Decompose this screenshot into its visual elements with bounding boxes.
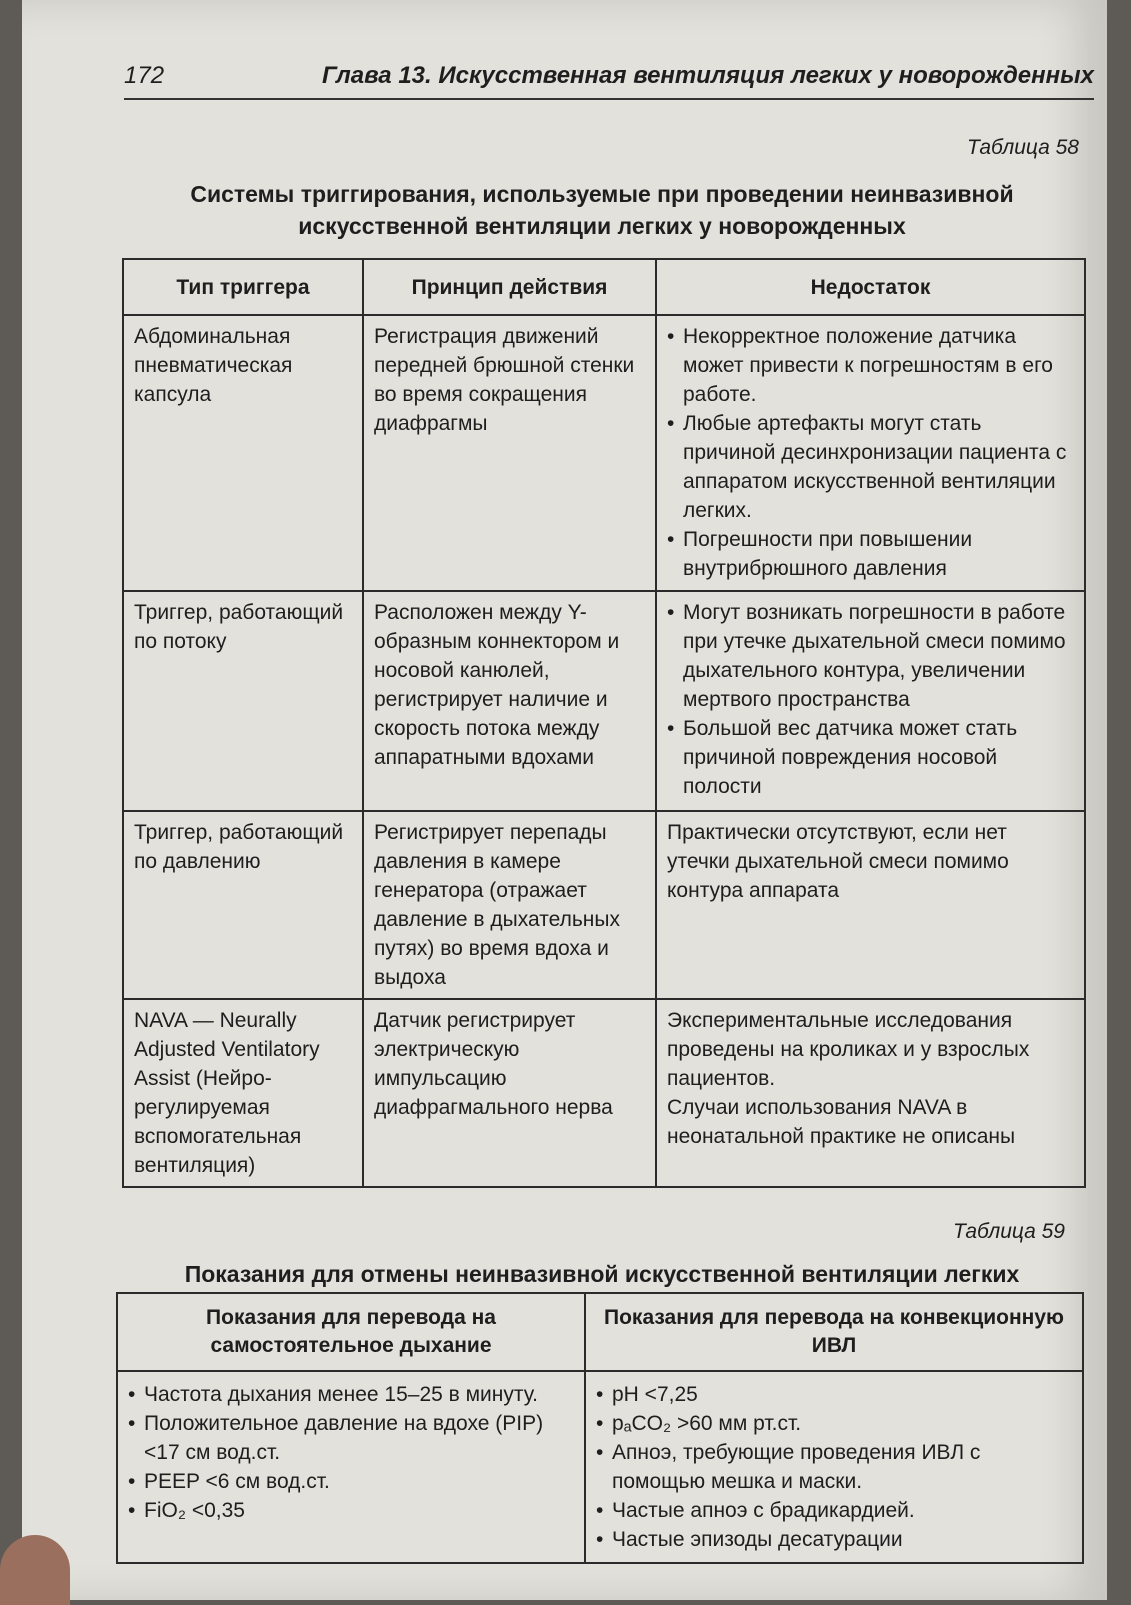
principle-cell: Расположен между Y-образным коннектором и носовой канюлей, регистрирует наличие и скорость потока между аппаратными вдохами bbox=[363, 591, 656, 811]
principle-cell: Регистрация движений передней брюшной стенки во время сокращения диафрагмы bbox=[363, 315, 656, 591]
list-item: • Частые эпизоды десатурации bbox=[596, 1525, 1072, 1554]
table-header-row bbox=[117, 1293, 1083, 1371]
column-header: Показания для перевода на самостоятельное дыхание bbox=[117, 1293, 585, 1371]
list-item: • pₐCO₂ >60 мм рт.ст. bbox=[596, 1409, 1072, 1438]
column-header: Недостаток bbox=[656, 259, 1085, 315]
list-item: • FiO₂ <0,35 bbox=[128, 1496, 574, 1525]
drawback-cell bbox=[656, 591, 1085, 811]
table-58-title: Системы триггирования, используемые при проведении неинвазивной искусственной вентиляции легких у новорожденных bbox=[190, 181, 1014, 239]
list-item: • PEEP <6 см вод.ст. bbox=[128, 1467, 574, 1496]
list-item: • Могут возникать погрешности в работе при утечке дыхательной смеси помимо дыхательного контура, увеличении мертвого пространства bbox=[667, 598, 1074, 714]
list-item: • Положительное давление на вдохе (PIP) <17 см вод.ст. bbox=[128, 1409, 574, 1467]
trigger-type-cell: Абдоминальная пневматическая капсула bbox=[123, 315, 363, 591]
table-row bbox=[123, 999, 1085, 1187]
drawback-cell bbox=[656, 999, 1085, 1187]
column-header: Тип триггера bbox=[123, 259, 363, 315]
table-59 bbox=[116, 1292, 1084, 1564]
drawback-paragraph: Экспериментальные исследования проведены на кроликах и у взрослых пациентов. bbox=[667, 1009, 1030, 1090]
trigger-type-cell: Триггер, работающий по давлению bbox=[123, 811, 363, 999]
column-header: Показания для перевода на конвекционную ИВЛ bbox=[585, 1293, 1083, 1371]
table-58-label: Таблица 58 bbox=[966, 136, 1079, 159]
table-row bbox=[123, 591, 1085, 811]
thumb-image bbox=[0, 1535, 70, 1605]
drawback-cell: Практически отсутствуют, если нет утечки дыхательной смеси помимо контура аппарата bbox=[656, 811, 1085, 999]
principle-cell: Датчик регистрирует электрическую импульсацию диафрагмального нерва bbox=[363, 999, 656, 1187]
ventilation-indications-cell bbox=[585, 1371, 1083, 1563]
weaning-indications-cell bbox=[117, 1371, 585, 1563]
list-item: • Некорректное положение датчика может привести к погрешностям в его работе. bbox=[667, 322, 1074, 409]
list-item: • Частые апноэ с брадикардией. bbox=[596, 1496, 1072, 1525]
list-item: • Частота дыхания менее 15–25 в минуту. bbox=[128, 1380, 574, 1409]
table-59-title: Показания для отмены неинвазивной искусственной вентиляции легких bbox=[184, 1261, 1020, 1287]
table-row bbox=[123, 315, 1085, 591]
table-59-label: Таблица 59 bbox=[952, 1220, 1065, 1243]
table-row bbox=[117, 1371, 1083, 1563]
book-page bbox=[22, 0, 1107, 1600]
trigger-type-cell: Триггер, работающий по потоку bbox=[123, 591, 363, 811]
table-header-row bbox=[123, 259, 1085, 315]
list-item: • Большой вес датчика может стать причиной повреждения носовой полости bbox=[667, 714, 1074, 801]
principle-cell: Регистрирует перепады давления в камере генератора (отражает давление в дыхательных путях) во время вдоха и выдоха bbox=[363, 811, 656, 999]
drawback-paragraph: Случаи использования NAVA в неонатальной практике не описаны bbox=[667, 1096, 1016, 1148]
list-item: • Погрешности при повышении внутрибрюшного давления bbox=[667, 525, 1074, 583]
trigger-type-cell: NAVA — Neurally Adjusted Ventilatory Assist (Нейро-регулируемая вспомогательная вентиляция) bbox=[123, 999, 363, 1187]
table-58 bbox=[122, 258, 1086, 1188]
drawback-cell bbox=[656, 315, 1085, 591]
list-item: • Апноэ, требующие проведения ИВЛ с помощью мешка и маски. bbox=[596, 1438, 1072, 1496]
chapter-title: Глава 13. Искусственная вентиляция легких у новорожденных bbox=[322, 62, 1094, 89]
page-header bbox=[124, 58, 1094, 100]
page-number: 172 bbox=[124, 62, 165, 89]
list-item: • pH <7,25 bbox=[596, 1380, 1072, 1409]
column-header: Принцип действия bbox=[363, 259, 656, 315]
list-item: • Любые артефакты могут стать причиной десинхронизации пациента с аппаратом искусственной вентиляции легких. bbox=[667, 409, 1074, 525]
table-row bbox=[123, 811, 1085, 999]
